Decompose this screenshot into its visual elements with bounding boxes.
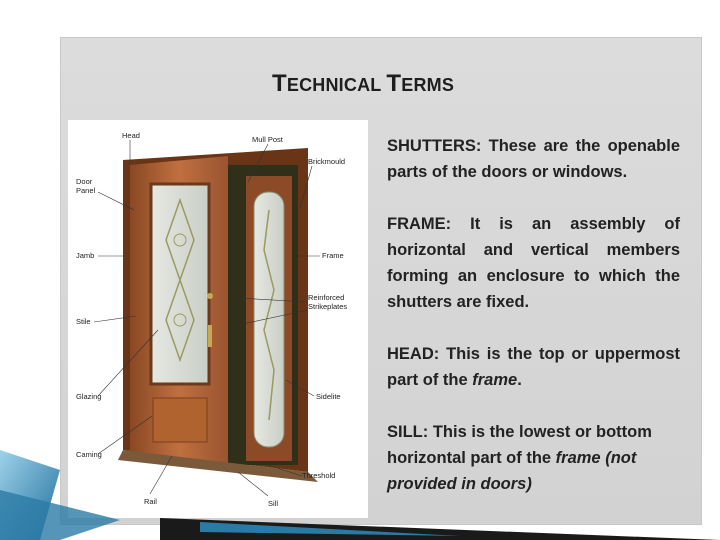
label-sill: Sill — [268, 499, 279, 508]
door-bottom-panel — [153, 398, 207, 442]
term-name: SHUTTERS: — [387, 137, 482, 155]
term-italic: frame — [472, 371, 518, 389]
title-rest-1: ECHNICAL — [286, 75, 387, 95]
label-head: Head — [122, 131, 140, 140]
term-shutters — [387, 133, 680, 185]
decorative-swoosh-bottom — [160, 510, 720, 540]
term-definition: This is the lowest or bottom horizontal part of the — [387, 423, 652, 467]
term-head — [387, 341, 680, 393]
term-definition: It is an assembly of horizontal and vertical members forming an enclosure to which the shutters are fixed. — [387, 215, 680, 311]
term-name: FRAME: — [387, 215, 452, 233]
label-reinforced-1: Reinforced — [308, 293, 345, 302]
label-threshold: Threshold — [302, 471, 336, 480]
label-caming: Caming — [76, 450, 102, 459]
title-initial-1: T — [272, 70, 287, 97]
door-handle — [207, 293, 213, 299]
term-tail: . — [517, 371, 522, 389]
label-rail: Rail — [144, 497, 157, 506]
title-initial-2: T — [386, 70, 402, 97]
term-sill — [387, 419, 680, 497]
label-stile: Stile — [76, 317, 91, 326]
label-frame: Frame — [322, 251, 344, 260]
slide-title — [272, 70, 592, 98]
label-glazing: Glazing — [76, 392, 102, 401]
term-definition: This is the top or uppermost part of the — [387, 345, 680, 389]
door-glazing — [151, 184, 209, 384]
term-definition: These are the openable parts of the doors or windows. — [387, 137, 680, 181]
door-lever — [208, 325, 212, 347]
term-frame — [387, 211, 680, 315]
label-jamb: Jamb — [76, 251, 95, 260]
term-name: SILL: — [387, 423, 429, 441]
term-italic: frame (not provided in doors) — [387, 449, 637, 493]
term-name: HEAD: — [387, 345, 440, 363]
label-door-panel-1: Door — [76, 177, 93, 186]
label-reinforced-2: Strikeplates — [308, 302, 348, 311]
sidelite-glass — [254, 192, 284, 447]
title-rest-2: ERMS — [401, 75, 455, 95]
terms-list — [387, 133, 680, 523]
label-mull-post: Mull Post — [252, 135, 283, 144]
label-door-panel-2: Panel — [76, 186, 96, 195]
label-brickmould: Brickmould — [308, 157, 346, 166]
label-sidelite: Sidelite — [316, 392, 341, 401]
